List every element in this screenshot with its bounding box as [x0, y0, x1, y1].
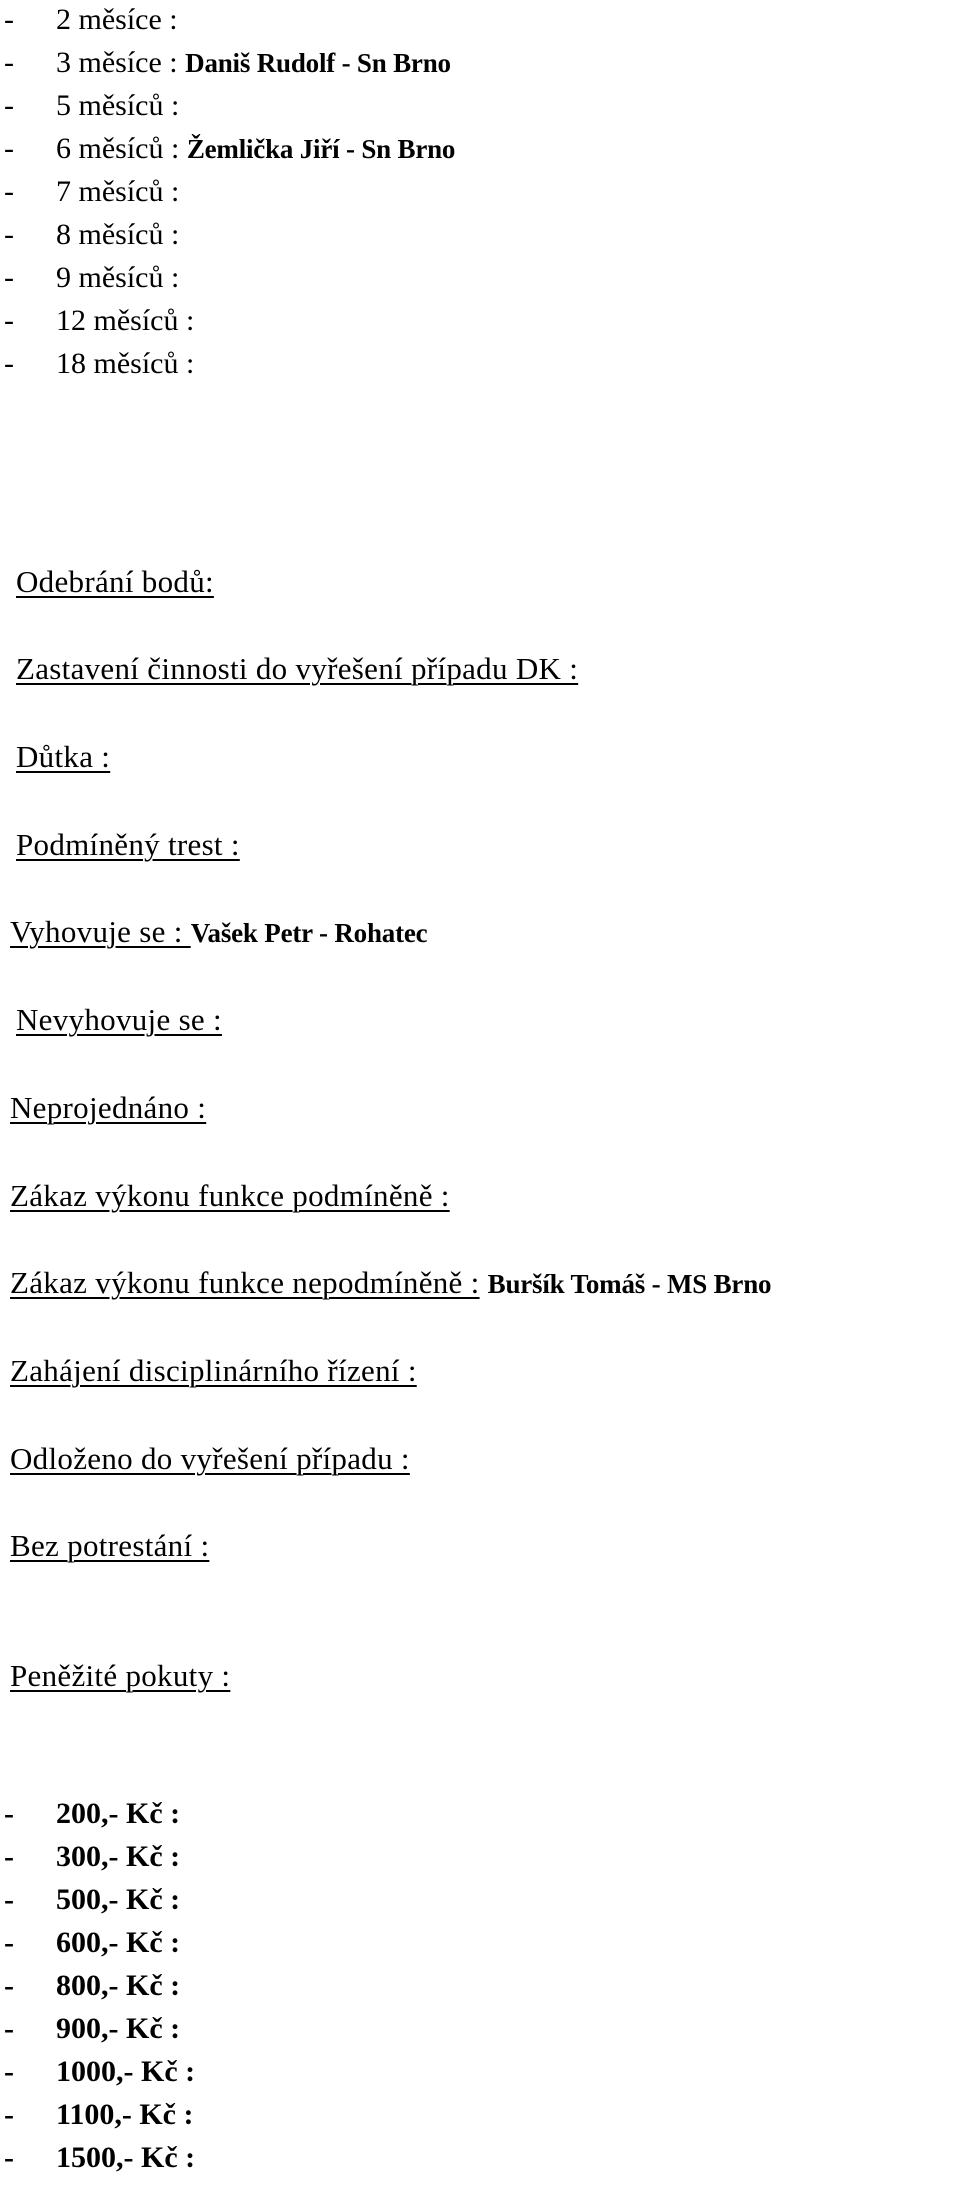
list-term: 5 měsíců :: [56, 89, 180, 122]
list-item: [0, 88, 179, 124]
list-term: 18 měsíců :: [56, 347, 195, 380]
list-term: 9 měsíců :: [56, 261, 180, 294]
category-label: Neprojednáno :: [10, 1090, 207, 1125]
list-dash: -: [4, 1926, 14, 1959]
list-term: 3 měsíce :: [56, 46, 178, 79]
list-dash: -: [4, 2141, 14, 2174]
person-name: Daniš Rudolf - Sn Brno: [185, 48, 451, 78]
list-item: [0, 45, 451, 81]
list-item: [0, 1968, 180, 2004]
category-label: Nevyhovuje se :: [16, 1002, 222, 1037]
list-term: 1500,- Kč :: [56, 2141, 196, 2174]
list-item: [0, 2140, 195, 2176]
category-label: Zákaz výkonu funkce podmíněně :: [10, 1178, 450, 1213]
category-heading: [16, 826, 240, 864]
list-term: 6 měsíců :: [56, 132, 180, 165]
list-item: [0, 174, 179, 210]
list-dash: -: [4, 2012, 14, 2045]
category-label: Vyhovuje se :: [10, 914, 191, 949]
list-item: [0, 1796, 180, 1832]
list-dash: -: [4, 1840, 14, 1873]
category-label: Zastavení činnosti do vyřešení případu DK :: [16, 651, 579, 686]
list-item: [0, 2054, 195, 2090]
list-term: 600,- Kč :: [56, 1926, 181, 1959]
list-item: [0, 346, 194, 382]
category-label: Bez potrestání :: [10, 1528, 210, 1563]
list-item: [0, 131, 455, 167]
category-label: Odloženo do vyřešení případu :: [10, 1441, 410, 1476]
list-item: [0, 1839, 180, 1875]
list-dash: -: [4, 1797, 14, 1830]
person-name: Vašek Petr - Rohatec: [190, 918, 428, 948]
list-dash: -: [4, 132, 14, 165]
list-dash: -: [4, 1883, 14, 1916]
list-term: 900,- Kč :: [56, 2012, 181, 2045]
list-dash: -: [4, 3, 14, 36]
list-item: [0, 303, 194, 339]
list-dash: -: [4, 261, 14, 294]
category-label: Podmíněný trest :: [16, 827, 240, 862]
list-term: 1100,- Kč :: [56, 2098, 194, 2131]
list-term: 500,- Kč :: [56, 1883, 181, 1916]
category-heading: [10, 1440, 410, 1478]
category-label: Důtka :: [16, 739, 111, 774]
category-heading: [16, 1001, 222, 1039]
list-dash: -: [4, 2098, 14, 2131]
category-heading: [10, 913, 427, 952]
list-dash: -: [4, 2055, 14, 2088]
category-heading: [10, 1657, 230, 1695]
category-label: Zákaz výkonu funkce nepodmíněně :: [10, 1265, 480, 1300]
category-heading: [16, 563, 214, 601]
list-dash: -: [4, 304, 14, 337]
list-term: 300,- Kč :: [56, 1840, 181, 1873]
list-term: 800,- Kč :: [56, 1969, 181, 2002]
category-label: Zahájení disciplinárního řízení :: [10, 1353, 417, 1388]
category-heading: [16, 650, 578, 688]
list-item: [0, 2, 178, 38]
category-heading: [10, 1177, 450, 1215]
list-item: [0, 1925, 180, 1961]
list-term: 7 měsíců :: [56, 175, 180, 208]
list-item: [0, 217, 179, 253]
list-item: [0, 2097, 193, 2133]
category-heading: [10, 1089, 206, 1127]
category-heading: [16, 738, 110, 776]
category-heading: [10, 1527, 209, 1565]
list-item: [0, 260, 179, 296]
person-name: Žemlička Jiří - Sn Brno: [186, 134, 456, 164]
category-label: Peněžité pokuty :: [10, 1658, 231, 1693]
list-term: 8 měsíců :: [56, 218, 180, 251]
list-term: 200,- Kč :: [56, 1797, 181, 1830]
list-dash: -: [4, 218, 14, 251]
list-term: 2 měsíce :: [56, 3, 178, 36]
person-name: Buršík Tomáš - MS Brno: [487, 1269, 772, 1299]
category-label: Odebrání bodů:: [16, 564, 214, 599]
category-heading: [10, 1264, 771, 1303]
list-term: 12 měsíců :: [56, 304, 195, 337]
list-item: [0, 1882, 180, 1918]
list-dash: -: [4, 46, 14, 79]
category-heading: [10, 1352, 417, 1390]
list-item: [0, 2011, 180, 2047]
list-term: 1000,- Kč :: [56, 2055, 196, 2088]
list-dash: -: [4, 347, 14, 380]
list-dash: -: [4, 1969, 14, 2002]
list-dash: -: [4, 175, 14, 208]
list-dash: -: [4, 89, 14, 122]
